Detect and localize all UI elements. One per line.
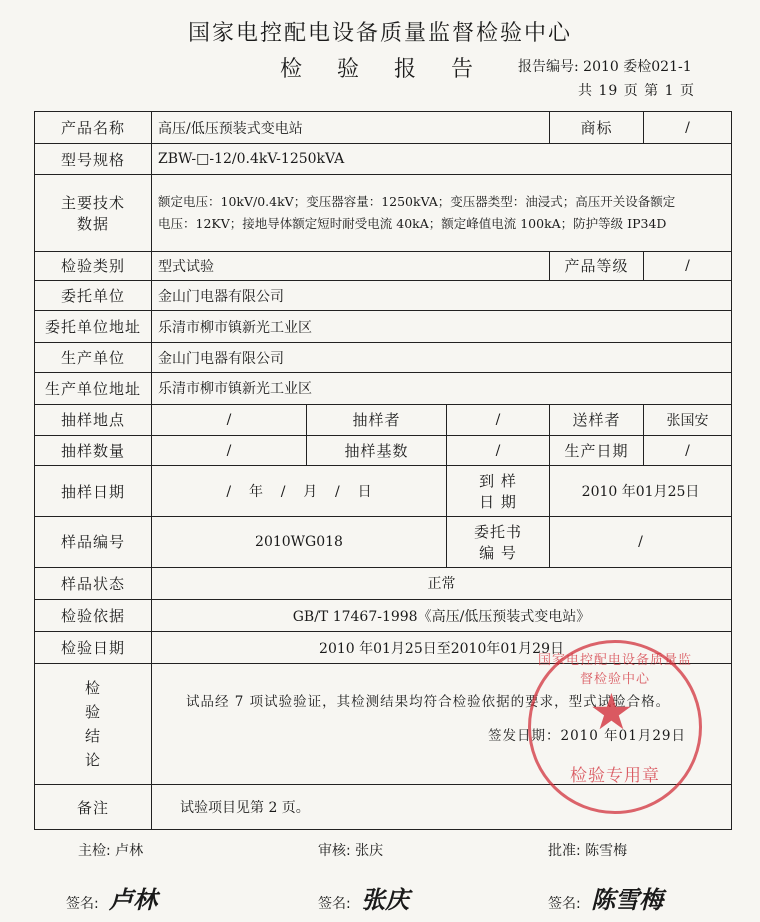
tech-label-line: 数据 [76, 214, 109, 233]
signature-line-3 [548, 880, 663, 915]
issue-date: 签发日期：2010 年01月29日 [488, 727, 687, 744]
sampler: / [447, 404, 550, 435]
table-row [35, 251, 732, 280]
report-number-label: 报告编号: [518, 59, 579, 75]
sample-base: / [447, 436, 550, 466]
table-row [35, 342, 732, 372]
chief-inspector [78, 840, 143, 860]
reviewer [318, 840, 383, 860]
tech-data [152, 174, 732, 251]
field-label: 生产单位地址 [35, 373, 152, 404]
table-row [35, 373, 732, 404]
sample-number: 2010WG018 [152, 517, 447, 568]
order-label-line: 编 号 [479, 543, 517, 562]
field-label: 抽样地点 [35, 404, 152, 435]
field-label: 样品状态 [35, 567, 152, 599]
seal-text: 检验专用章 [570, 766, 660, 786]
sign-label: 签名: [66, 896, 99, 912]
review-name: 张庆 [355, 843, 384, 859]
signature-2: 张庆 [361, 885, 410, 914]
page-info: 共 19 页 第 1 页 [578, 83, 695, 99]
signature-1: 卢林 [109, 885, 158, 914]
field-label: 生产日期 [550, 436, 644, 466]
order-label-line: 委托书 [474, 522, 523, 541]
producer-address: 乐清市柳市镇新光工业区 [152, 373, 732, 404]
approve-name: 陈雪梅 [585, 843, 628, 859]
arrival-label-line: 日 期 [479, 493, 517, 512]
table-row [35, 144, 732, 174]
sender: 张国安 [644, 404, 732, 435]
field-label: 样品编号 [35, 517, 152, 568]
report-number [518, 56, 692, 76]
signature-3: 陈雪梅 [591, 885, 664, 914]
sample-state: 正常 [152, 567, 732, 599]
field-label [35, 174, 152, 251]
approve-label: 批准: [548, 843, 581, 859]
tech-line: 额定电压：10kV/0.4kV；变压器容量：1250kVA；变压器类型：油浸式；高压开关设备额定 [158, 193, 676, 209]
table-row [35, 600, 732, 632]
remark: 试验项目见第 2 页。 [152, 785, 732, 830]
client: 金山门电器有限公司 [152, 281, 732, 311]
model: ZBW-□-12/0.4kV-1250kVA [152, 144, 732, 174]
review-label: 审核: [318, 843, 351, 859]
field-label: 委托单位地址 [35, 311, 152, 342]
field-label: 送样者 [550, 404, 644, 435]
conclusion-cell [152, 663, 732, 785]
field-label: 产品名称 [35, 112, 152, 144]
report-form [34, 111, 732, 830]
field-label: 抽样数量 [35, 436, 152, 466]
table-row [35, 404, 732, 435]
field-label: 检验日期 [35, 632, 152, 663]
tech-line: 电压：12KV；接地导体额定短时耐受电流 40kA；额定峰值电流 100kA；防护等级 IP34D [158, 215, 667, 231]
field-label: 抽样日期 [35, 466, 152, 517]
sample-quantity: / [152, 436, 307, 466]
table-row [35, 632, 732, 663]
product-name: 高压/低压预装式变电站 [152, 112, 550, 144]
table-row [35, 567, 732, 599]
report-title: 检 验 报 告 [280, 57, 487, 82]
conclusion-label-char: 结 [84, 727, 101, 746]
approver [548, 840, 627, 860]
field-label: 检验类别 [35, 251, 152, 280]
signature-line-2 [318, 880, 409, 915]
field-label: 委托单位 [35, 281, 152, 311]
production-date: / [644, 436, 732, 466]
conclusion-label-char: 检 [84, 679, 101, 698]
field-label [35, 663, 152, 785]
sample-place: / [152, 404, 307, 435]
chief-label: 主检: [78, 843, 111, 859]
signature-line-1 [66, 880, 157, 915]
seal-ring-text: 国家电控配电设备质量监督检验中心 [537, 653, 692, 687]
field-label: 产品等级 [550, 251, 644, 280]
field-label: 商标 [550, 112, 644, 144]
arrival-date: 2010 年01月25日 [550, 466, 732, 517]
signature-area [0, 838, 760, 922]
sign-label: 签名: [548, 896, 581, 912]
test-basis: GB/T 17467-1998《高压/低压预装式变电站》 [152, 600, 732, 632]
conclusion-label-char: 论 [84, 751, 101, 770]
table-row [35, 466, 732, 517]
field-label: 型号规格 [35, 144, 152, 174]
report-org-title: 国家电控配电设备质量监督检验中心 [187, 21, 572, 46]
test-type: 型式试验 [152, 251, 550, 280]
conclusion-label-char: 验 [84, 703, 101, 722]
sign-label: 签名: [318, 896, 351, 912]
table-row [35, 517, 732, 568]
table-row [35, 112, 732, 144]
table-row [35, 785, 732, 830]
field-label [447, 517, 550, 568]
chief-name: 卢林 [115, 843, 144, 859]
field-label: 备注 [35, 785, 152, 830]
tech-label-line: 主要技术 [60, 193, 125, 212]
table-row [35, 311, 732, 342]
grade: / [644, 251, 732, 280]
field-label: 检验依据 [35, 600, 152, 632]
trademark: / [644, 112, 732, 144]
producer: 金山门电器有限公司 [152, 342, 732, 372]
client-address: 乐清市柳市镇新光工业区 [152, 311, 732, 342]
field-label [447, 466, 550, 517]
sample-date: / 年 / 月 / 日 [152, 466, 447, 517]
table-row [35, 281, 732, 311]
star-icon: ★ [589, 683, 634, 741]
test-date: 2010 年01月25日至2010年01月29日 [152, 632, 732, 663]
order-number: / [550, 517, 732, 568]
table-row [35, 663, 732, 785]
field-label: 生产单位 [35, 342, 152, 372]
field-label: 抽样基数 [307, 436, 447, 466]
field-label: 抽样者 [307, 404, 447, 435]
conclusion-text: 试品经 7 项试验验证，其检测结果均符合检验依据的要求，型式试验合格。 [186, 693, 671, 710]
report-number-value: 2010 委检021-1 [583, 59, 692, 75]
arrival-label-line: 到 样 [479, 472, 517, 491]
table-row [35, 174, 732, 251]
table-row [35, 436, 732, 466]
